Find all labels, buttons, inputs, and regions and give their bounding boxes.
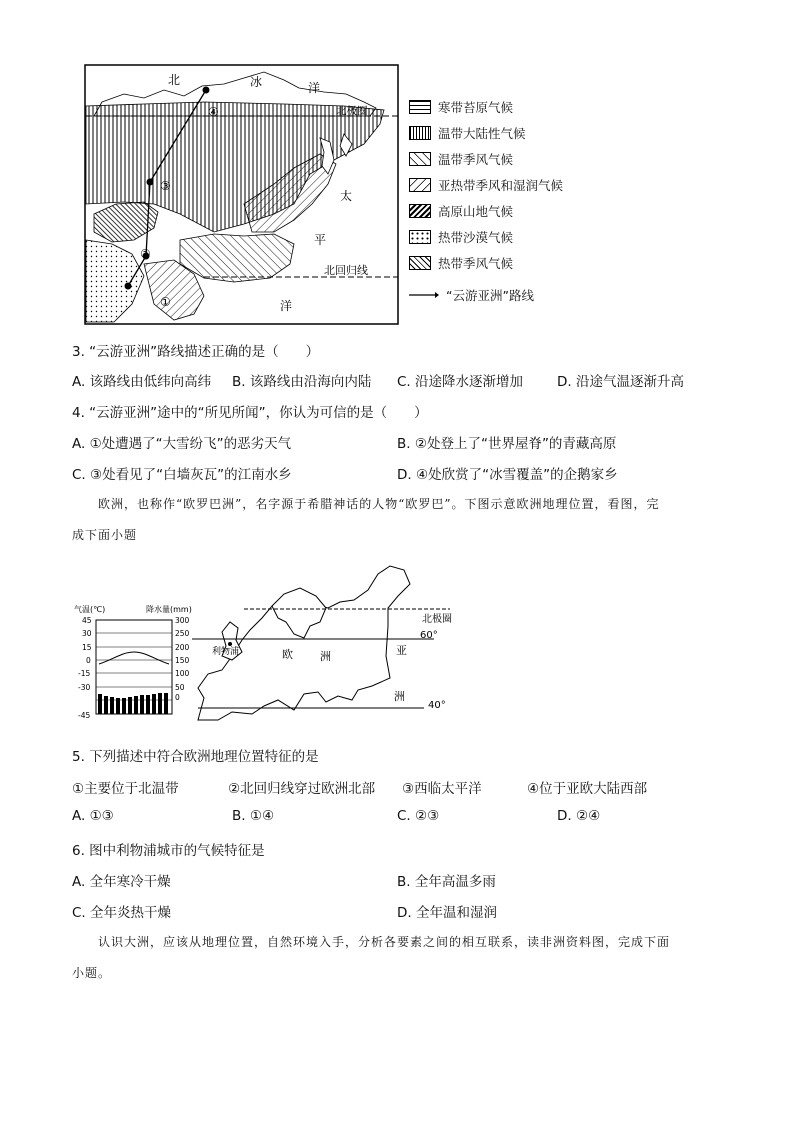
label-ice: 冰 xyxy=(250,75,263,89)
temp-tick-m15: -15 xyxy=(78,669,91,678)
label-yang: 洋 xyxy=(280,299,293,313)
intro-europe-line2: 成下面小题 xyxy=(72,528,138,542)
temp-tick-m45: -45 xyxy=(78,711,91,720)
label-zhou: 洲 xyxy=(320,650,331,663)
label-liverpool: 利物浦 xyxy=(212,647,240,657)
q4-option-d[interactable]: D. ④处欣赏了“冰雪覆盖”的企鹅家乡 xyxy=(397,467,618,483)
q5-statement-3: ③西临太平洋 xyxy=(402,781,482,797)
precip-tick-50: 50 xyxy=(175,683,185,692)
q5-option-b[interactable]: B. ①④ xyxy=(232,808,275,824)
legend-desert xyxy=(409,227,513,247)
q4-option-b[interactable]: B. ②处登上了“世界屋脊”的青藏高原 xyxy=(397,436,617,452)
temp-tick-15: 15 xyxy=(82,643,92,652)
q3-option-a[interactable]: A. 该路线由低纬向高纬 xyxy=(72,374,212,390)
q3-option-c[interactable]: C. 沿途降水逐渐增加 xyxy=(397,374,524,390)
legend-route xyxy=(409,285,534,305)
temperate-monsoon-swatch xyxy=(409,152,431,166)
legend-tundra xyxy=(409,97,513,117)
marker-4: ④ xyxy=(208,105,219,119)
label-arctic-circle: 北极圈 xyxy=(336,105,368,117)
intro-europe-line1: 欧洲，也称作“欧罗巴洲”，名字源于希腊神话的人物“欧罗巴”。下图示意欧洲地理位置，看图，完 xyxy=(98,497,660,511)
q6-option-c[interactable]: C. 全年炎热干燥 xyxy=(72,905,172,921)
precip-tick-150: 150 xyxy=(175,656,190,665)
route-point-1 xyxy=(125,283,132,290)
label-zhou2: 洲 xyxy=(394,690,405,703)
intro-africa-line2: 小题。 xyxy=(72,966,112,980)
q5-option-a[interactable]: A. ①③ xyxy=(72,808,114,824)
q4-stem: 4. “云游亚洲”途中的“所见所闻”，你认为可信的是（ ） xyxy=(72,405,428,421)
continental-swatch xyxy=(409,126,431,140)
route-point-3 xyxy=(147,179,154,186)
q3-stem: 3. “云游亚洲”路线描述正确的是（ ） xyxy=(72,344,320,360)
legend-tropical-monsoon xyxy=(409,253,513,273)
q3-option-b[interactable]: B. 该路线由沿海向内陆 xyxy=(232,374,372,390)
label-tropic: 北回归线 xyxy=(324,264,368,277)
legend-tundra-label: 寒带苔原气候 xyxy=(438,100,514,115)
label-40: 40° xyxy=(428,700,446,711)
legend-route-label: “云游亚洲”路线 xyxy=(446,288,534,303)
q4-option-a[interactable]: A. ①处遭遇了“大雪纷飞”的恶劣天气 xyxy=(72,436,292,452)
q6-option-a[interactable]: A. 全年寒冷干燥 xyxy=(72,874,171,890)
legend-temperate-monsoon xyxy=(409,149,513,169)
q5-option-c[interactable]: C. ②③ xyxy=(397,808,440,824)
tundra-swatch xyxy=(409,100,431,114)
marker-3: ③ xyxy=(160,179,171,193)
legend-tropical-monsoon-label: 热带季风气候 xyxy=(438,256,514,271)
label-north: 北 xyxy=(168,73,181,87)
q6-option-d[interactable]: D. 全年温和湿润 xyxy=(397,905,497,921)
marker-1: ① xyxy=(160,295,171,309)
q5-stem: 5. 下列描述中符合欧洲地理位置特征的是 xyxy=(72,749,319,765)
desert-swatch xyxy=(409,230,431,244)
temp-axis-label: 气温(℃) xyxy=(74,605,106,614)
q3-option-d[interactable]: D. 沿途气温逐渐升高 xyxy=(557,374,684,390)
label-60: 60° xyxy=(420,630,438,641)
plateau-swatch xyxy=(409,204,431,218)
temp-tick-0: 0 xyxy=(86,656,91,665)
precip-tick-200: 200 xyxy=(175,643,190,652)
legend-plateau-label: 高原山地气候 xyxy=(438,204,514,219)
q6-stem: 6. 图中利物浦城市的气候特征是 xyxy=(72,843,265,859)
arrow-icon xyxy=(409,290,439,300)
precip-tick-250: 250 xyxy=(175,629,190,638)
label-arctic-circle: 北极圈 xyxy=(422,614,452,625)
q5-option-d[interactable]: D. ②④ xyxy=(557,808,601,824)
liverpool-dot xyxy=(228,642,232,646)
asia-climate-map xyxy=(84,64,400,326)
legend-subtropical-label: 亚热带季风和湿润气候 xyxy=(438,178,564,193)
intro-africa-line1: 认识大洲，应该从地理位置，自然环境入手，分析各要素之间的相互联系，读非洲资料图，完成下面 xyxy=(98,935,671,949)
label-ou: 欧 xyxy=(282,648,293,661)
legend-continental-label: 温带大陆性气候 xyxy=(438,126,526,141)
q5-statement-2: ②北回归线穿过欧洲北部 xyxy=(228,781,376,797)
tropical-monsoon-swatch xyxy=(409,256,431,270)
legend-desert-label: 热带沙漠气候 xyxy=(438,230,514,245)
europe-location-map xyxy=(72,560,452,722)
precip-axis-label: 降水量(mm) xyxy=(146,605,192,614)
precip-tick-100: 100 xyxy=(175,669,190,678)
label-ping: 平 xyxy=(314,233,327,247)
precip-tick-300: 300 xyxy=(175,616,190,625)
legend-continental xyxy=(409,123,526,143)
precip-tick-0: 0 xyxy=(175,693,180,702)
q5-statement-1: ①主要位于北温带 xyxy=(72,781,179,797)
label-ocean-arctic: 洋 xyxy=(308,81,321,95)
q6-option-b[interactable]: B. 全年高温多雨 xyxy=(397,874,496,890)
temp-tick-m30: -30 xyxy=(78,683,91,692)
q4-option-c[interactable]: C. ③处看见了“白墙灰瓦”的江南水乡 xyxy=(72,467,292,483)
q5-statement-4: ④位于亚欧大陆西部 xyxy=(527,781,648,797)
subtropical-swatch xyxy=(409,178,431,192)
temp-tick-30: 30 xyxy=(82,629,92,638)
legend-subtropical xyxy=(409,175,563,195)
marker-2: ② xyxy=(140,247,151,261)
legend-temperate-monsoon-label: 温带季风气候 xyxy=(438,152,514,167)
temp-tick-45: 45 xyxy=(82,616,92,625)
label-tai: 太 xyxy=(340,189,353,203)
legend-plateau xyxy=(409,201,513,221)
label-ya: 亚 xyxy=(396,644,407,657)
route-point-4 xyxy=(203,87,210,94)
